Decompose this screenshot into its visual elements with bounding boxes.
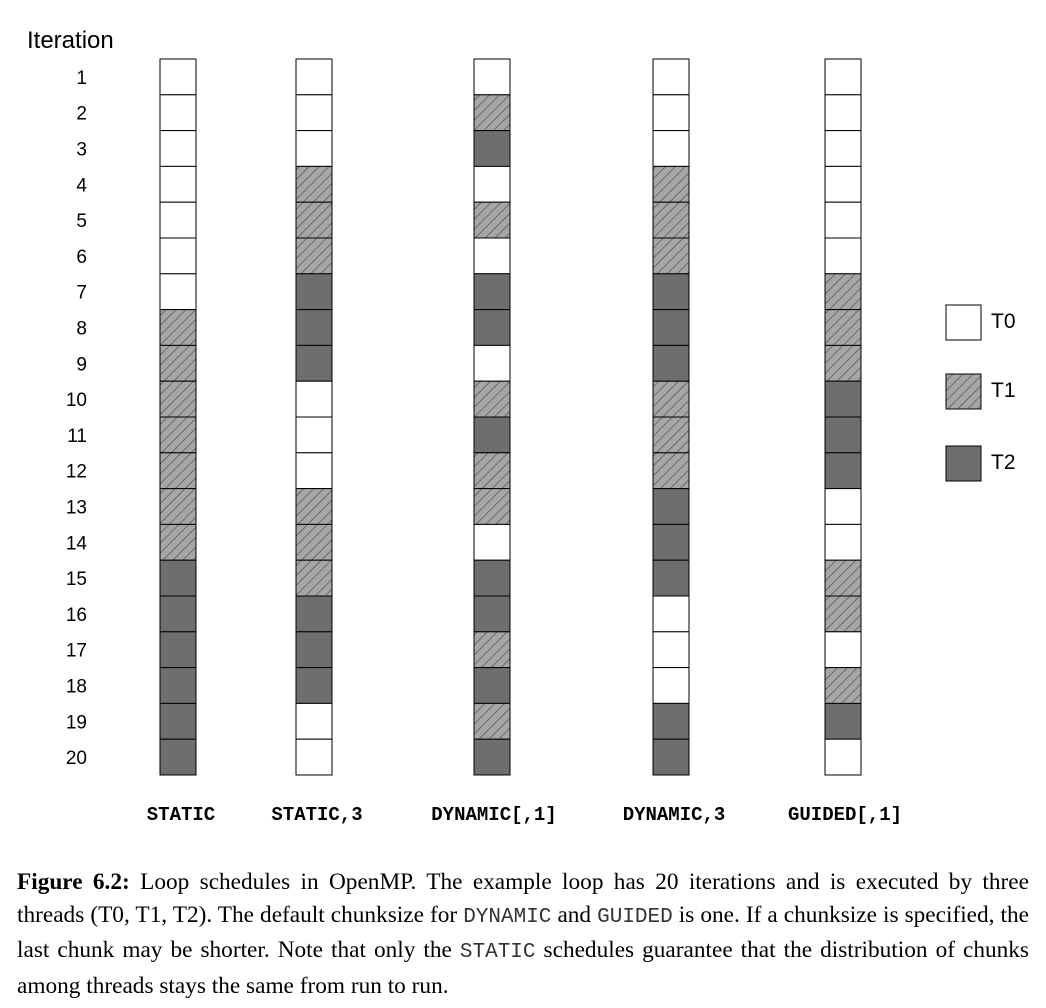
schedule-label: GUIDED[,1] bbox=[787, 804, 903, 826]
caption-segment: and bbox=[551, 901, 598, 928]
iteration-cell-t2 bbox=[296, 632, 332, 668]
iteration-cell-t0 bbox=[825, 166, 861, 202]
iteration-cell-t2 bbox=[653, 274, 689, 310]
legend-swatch-t1 bbox=[946, 374, 981, 409]
iteration-cell-t0 bbox=[825, 95, 861, 131]
iteration-cell-t1 bbox=[653, 381, 689, 417]
schedule-column bbox=[825, 59, 861, 775]
iteration-cell-t1 bbox=[296, 238, 332, 274]
iteration-cell-t0 bbox=[296, 739, 332, 775]
iteration-cell-t2 bbox=[825, 381, 861, 417]
iteration-cell-t0 bbox=[653, 632, 689, 668]
iteration-cell-t1 bbox=[474, 95, 510, 131]
iteration-label: 15 bbox=[65, 569, 87, 591]
iteration-cell-t2 bbox=[160, 596, 196, 632]
iteration-label: 10 bbox=[65, 390, 87, 412]
schedule-columns bbox=[160, 59, 861, 775]
schedule-label: DYNAMIC,3 bbox=[622, 804, 726, 826]
schedule-column bbox=[296, 59, 332, 775]
iteration-cell-t2 bbox=[296, 668, 332, 704]
schedule-labels bbox=[147, 804, 902, 826]
iteration-cell-t1 bbox=[474, 632, 510, 668]
iteration-cell-t1 bbox=[160, 417, 196, 453]
schedule-label: STATIC bbox=[146, 804, 216, 826]
iteration-cell-t1 bbox=[825, 596, 861, 632]
caption-code: DYNAMIC bbox=[463, 905, 552, 929]
legend-label-t1: T1 bbox=[991, 379, 1016, 402]
iteration-cell-t2 bbox=[474, 274, 510, 310]
iteration-cell-t1 bbox=[296, 524, 332, 560]
iteration-cell-t2 bbox=[474, 417, 510, 453]
iteration-cell-t0 bbox=[825, 739, 861, 775]
iteration-cell-t1 bbox=[160, 345, 196, 381]
iteration-cell-t0 bbox=[653, 131, 689, 167]
iteration-label: 5 bbox=[76, 211, 87, 233]
iteration-label: 1 bbox=[76, 67, 87, 89]
iteration-cell-t0 bbox=[653, 59, 689, 95]
iteration-cell-t1 bbox=[160, 381, 196, 417]
iteration-cell-t0 bbox=[474, 238, 510, 274]
iteration-cell-t2 bbox=[474, 739, 510, 775]
iteration-label: 2 bbox=[76, 103, 87, 125]
iteration-cell-t2 bbox=[296, 310, 332, 346]
iteration-label: 11 bbox=[67, 425, 87, 447]
iteration-cell-t1 bbox=[825, 274, 861, 310]
iteration-label: 4 bbox=[76, 175, 87, 197]
caption-segment: Loop schedules in OpenMP. The example loop has 20 iterations and is executed by three threads (T0, T1, T2). The default chunksize for bbox=[17, 869, 1029, 928]
iteration-label: 6 bbox=[76, 246, 87, 268]
iteration-cell-t2 bbox=[160, 668, 196, 704]
iteration-cell-t1 bbox=[825, 310, 861, 346]
iteration-cell-t1 bbox=[653, 417, 689, 453]
iteration-cell-t0 bbox=[653, 668, 689, 704]
iteration-cell-t0 bbox=[653, 95, 689, 131]
iteration-cell-t1 bbox=[296, 202, 332, 238]
iteration-cell-t1 bbox=[160, 489, 196, 525]
iteration-cell-t2 bbox=[653, 524, 689, 560]
iteration-cell-t0 bbox=[825, 238, 861, 274]
iteration-labels bbox=[66, 68, 88, 769]
iteration-cell-t2 bbox=[474, 560, 510, 596]
iteration-cell-t2 bbox=[296, 596, 332, 632]
iteration-label: 9 bbox=[76, 354, 87, 376]
iteration-cell-t1 bbox=[653, 238, 689, 274]
iteration-cell-t2 bbox=[653, 489, 689, 525]
iteration-cell-t0 bbox=[825, 202, 861, 238]
iteration-cell-t0 bbox=[160, 238, 196, 274]
iteration-cell-t2 bbox=[653, 739, 689, 775]
caption-label: Figure 6.2: bbox=[17, 869, 130, 895]
iteration-label: 19 bbox=[65, 712, 87, 734]
schedule-column bbox=[160, 59, 196, 775]
schedule-label: DYNAMIC[,1] bbox=[431, 804, 557, 826]
iteration-cell-t2 bbox=[653, 703, 689, 739]
legend-swatch-t0 bbox=[946, 305, 981, 340]
iteration-cell-t1 bbox=[474, 703, 510, 739]
iteration-cell-t0 bbox=[825, 524, 861, 560]
iteration-label: 13 bbox=[65, 497, 87, 519]
iteration-cell-t2 bbox=[825, 453, 861, 489]
iteration-label: 18 bbox=[65, 676, 87, 698]
iteration-cell-t0 bbox=[160, 274, 196, 310]
schedule-column bbox=[653, 59, 689, 775]
iteration-cell-t0 bbox=[474, 345, 510, 381]
iteration-cell-t1 bbox=[474, 381, 510, 417]
iteration-cell-t2 bbox=[160, 739, 196, 775]
iteration-cell-t1 bbox=[474, 489, 510, 525]
legend bbox=[946, 305, 1016, 481]
iteration-cell-t1 bbox=[474, 202, 510, 238]
caption-code: GUIDED bbox=[597, 905, 673, 929]
iteration-cell-t1 bbox=[296, 489, 332, 525]
iteration-cell-t0 bbox=[160, 59, 196, 95]
figure-caption bbox=[17, 866, 1029, 1002]
iteration-cell-t0 bbox=[296, 95, 332, 131]
iteration-cell-t0 bbox=[160, 95, 196, 131]
iteration-cell-t0 bbox=[653, 596, 689, 632]
iteration-cell-t0 bbox=[160, 202, 196, 238]
iteration-cell-t2 bbox=[160, 560, 196, 596]
iteration-cell-t1 bbox=[160, 310, 196, 346]
legend-label-t2: T2 bbox=[991, 451, 1016, 474]
iteration-cell-t2 bbox=[474, 668, 510, 704]
iteration-cell-t0 bbox=[160, 131, 196, 167]
iteration-cell-t2 bbox=[653, 310, 689, 346]
iteration-cell-t1 bbox=[825, 668, 861, 704]
iteration-label: 7 bbox=[76, 282, 87, 304]
iteration-cell-t2 bbox=[653, 560, 689, 596]
iteration-cell-t1 bbox=[653, 202, 689, 238]
iteration-cell-t0 bbox=[825, 489, 861, 525]
iteration-cell-t1 bbox=[296, 560, 332, 596]
legend-label-t0: T0 bbox=[991, 310, 1016, 333]
iteration-label: 14 bbox=[65, 533, 87, 555]
iteration-label: 8 bbox=[76, 318, 87, 340]
legend-swatch-t2 bbox=[946, 446, 981, 481]
iteration-cell-t1 bbox=[825, 560, 861, 596]
caption-text bbox=[17, 869, 1029, 999]
schedule-label: STATIC,3 bbox=[271, 804, 363, 826]
iteration-cell-t0 bbox=[825, 131, 861, 167]
iteration-cell-t0 bbox=[160, 166, 196, 202]
iteration-cell-t1 bbox=[653, 166, 689, 202]
iteration-cell-t0 bbox=[296, 381, 332, 417]
caption-segment: schedules guarantee that the distribution of chunks among threads stays the same from run to run. bbox=[17, 937, 1029, 999]
iteration-cell-t2 bbox=[825, 703, 861, 739]
iteration-label: 12 bbox=[65, 461, 87, 483]
iteration-cell-t0 bbox=[474, 524, 510, 560]
iteration-cell-t0 bbox=[825, 632, 861, 668]
iteration-cell-t2 bbox=[474, 596, 510, 632]
iteration-label: 17 bbox=[65, 640, 87, 662]
iteration-cell-t0 bbox=[296, 131, 332, 167]
iteration-cell-t0 bbox=[296, 417, 332, 453]
iteration-label: 16 bbox=[65, 604, 87, 626]
iteration-cell-t0 bbox=[474, 59, 510, 95]
iteration-cell-t2 bbox=[653, 345, 689, 381]
iteration-cell-t1 bbox=[160, 524, 196, 560]
caption-segment: is one. If a chunksize is specified, the last chunk may be shorter. Note that only the bbox=[17, 901, 1029, 963]
iteration-cell-t2 bbox=[474, 310, 510, 346]
iteration-cell-t2 bbox=[825, 417, 861, 453]
y-axis-title: Iteration bbox=[27, 27, 114, 54]
iteration-cell-t1 bbox=[160, 453, 196, 489]
iteration-label: 3 bbox=[76, 139, 87, 161]
iteration-cell-t0 bbox=[474, 166, 510, 202]
iteration-cell-t2 bbox=[296, 345, 332, 381]
iteration-cell-t0 bbox=[296, 703, 332, 739]
iteration-cell-t2 bbox=[296, 274, 332, 310]
iteration-cell-t2 bbox=[160, 632, 196, 668]
iteration-cell-t1 bbox=[653, 453, 689, 489]
iteration-cell-t2 bbox=[160, 703, 196, 739]
iteration-cell-t1 bbox=[296, 166, 332, 202]
iteration-cell-t0 bbox=[296, 59, 332, 95]
iteration-cell-t1 bbox=[825, 345, 861, 381]
iteration-cell-t2 bbox=[474, 131, 510, 167]
iteration-label: 20 bbox=[65, 748, 87, 770]
schedule-column bbox=[474, 59, 510, 775]
iteration-cell-t0 bbox=[296, 453, 332, 489]
iteration-cell-t0 bbox=[825, 59, 861, 95]
iteration-cell-t1 bbox=[474, 453, 510, 489]
caption-code: STATIC bbox=[459, 941, 536, 964]
